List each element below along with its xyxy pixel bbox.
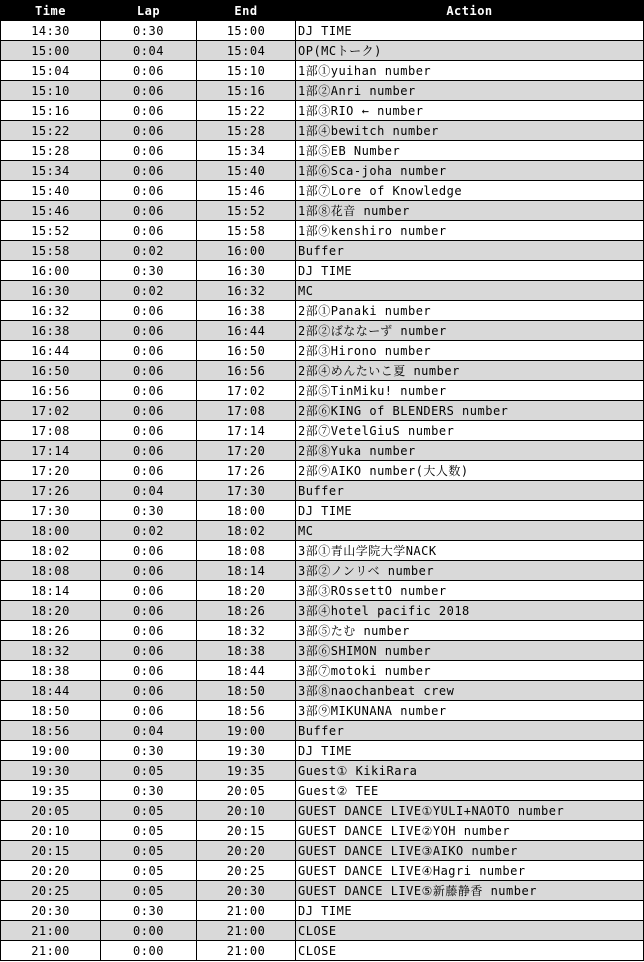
cell-lap: 0:06 [101,181,197,201]
cell-lap: 0:06 [101,341,197,361]
cell-action: 3部⑧naochanbeat crew [296,681,644,701]
table-row [1,561,644,581]
cell-lap: 0:06 [101,581,197,601]
cell-time: 18:00 [1,521,101,541]
table-row [1,641,644,661]
table-row [1,121,644,141]
cell-time: 15:04 [1,61,101,81]
cell-end: 17:20 [197,441,296,461]
cell-time: 18:50 [1,701,101,721]
cell-time: 17:20 [1,461,101,481]
cell-action: OP(MCトーク) [296,41,644,61]
cell-lap: 0:06 [101,81,197,101]
cell-time: 18:26 [1,621,101,641]
cell-time: 16:30 [1,281,101,301]
cell-lap: 0:06 [101,561,197,581]
table-row [1,441,644,461]
cell-action: CLOSE [296,921,644,941]
cell-action: 3部⑥SHIMON number [296,641,644,661]
cell-time: 18:32 [1,641,101,661]
table-row [1,821,644,841]
table-row [1,181,644,201]
cell-end: 18:32 [197,621,296,641]
cell-lap: 0:30 [101,901,197,921]
cell-time: 17:14 [1,441,101,461]
cell-action: 1部⑥Sca-joha number [296,161,644,181]
cell-end: 20:15 [197,821,296,841]
cell-action: Buffer [296,721,644,741]
cell-end: 18:02 [197,521,296,541]
cell-end: 20:10 [197,801,296,821]
cell-action: DJ TIME [296,741,644,761]
cell-end: 18:20 [197,581,296,601]
cell-end: 18:00 [197,501,296,521]
cell-lap: 0:06 [101,141,197,161]
cell-action: MC [296,521,644,541]
cell-end: 15:10 [197,61,296,81]
cell-action: 2部②ばななーず number [296,321,644,341]
cell-end: 17:02 [197,381,296,401]
table-row [1,421,644,441]
cell-end: 18:44 [197,661,296,681]
cell-time: 14:30 [1,21,101,41]
cell-action: GUEST DANCE LIVE⑤新藤静香 number [296,881,644,901]
table-row [1,601,644,621]
cell-action: Guest① KikiRara [296,761,644,781]
table-row [1,881,644,901]
cell-end: 18:50 [197,681,296,701]
cell-lap: 0:06 [101,701,197,721]
cell-lap: 0:06 [101,201,197,221]
cell-time: 19:00 [1,741,101,761]
cell-end: 17:30 [197,481,296,501]
cell-action: Buffer [296,481,644,501]
header-row [1,1,644,21]
cell-time: 16:00 [1,261,101,281]
table-row [1,41,644,61]
cell-time: 16:50 [1,361,101,381]
table-row [1,941,644,961]
cell-end: 17:08 [197,401,296,421]
cell-action: 2部①Panaki number [296,301,644,321]
cell-time: 19:30 [1,761,101,781]
cell-lap: 0:06 [101,61,197,81]
table-row [1,281,644,301]
schedule-body [1,21,644,961]
cell-time: 20:25 [1,881,101,901]
cell-time: 18:02 [1,541,101,561]
table-row [1,701,644,721]
cell-lap: 0:02 [101,521,197,541]
table-row [1,221,644,241]
table-row [1,781,644,801]
cell-lap: 0:06 [101,461,197,481]
cell-lap: 0:05 [101,881,197,901]
cell-action: 2部④めんたいこ夏 number [296,361,644,381]
cell-end: 16:00 [197,241,296,261]
cell-action: 2部⑦VetelGiuS number [296,421,644,441]
cell-time: 18:56 [1,721,101,741]
cell-lap: 0:05 [101,761,197,781]
cell-lap: 0:30 [101,781,197,801]
cell-time: 18:08 [1,561,101,581]
cell-time: 19:35 [1,781,101,801]
cell-action: 3部⑨MIKUNANA number [296,701,644,721]
cell-time: 17:02 [1,401,101,421]
cell-action: 3部①青山学院大学NACK [296,541,644,561]
cell-action: 1部③RIO ← number [296,101,644,121]
cell-end: 17:14 [197,421,296,441]
cell-action: DJ TIME [296,21,644,41]
cell-end: 18:56 [197,701,296,721]
cell-lap: 0:06 [101,161,197,181]
cell-action: 2部③Hirono number [296,341,644,361]
cell-time: 20:20 [1,861,101,881]
cell-end: 20:30 [197,881,296,901]
cell-time: 16:56 [1,381,101,401]
cell-end: 15:04 [197,41,296,61]
cell-action: 1部⑧花音 number [296,201,644,221]
cell-lap: 0:02 [101,241,197,261]
table-row [1,581,644,601]
cell-end: 15:28 [197,121,296,141]
table-row [1,481,644,501]
cell-action: GUEST DANCE LIVE③AIKO number [296,841,644,861]
cell-lap: 0:04 [101,41,197,61]
cell-lap: 0:30 [101,741,197,761]
column-header-action: Action [296,1,644,21]
cell-end: 15:58 [197,221,296,241]
cell-action: 3部②ノンリベ number [296,561,644,581]
table-row [1,541,644,561]
table-row [1,161,644,181]
cell-end: 18:14 [197,561,296,581]
cell-lap: 0:02 [101,281,197,301]
cell-action: 1部⑨kenshiro number [296,221,644,241]
table-row [1,461,644,481]
cell-end: 15:22 [197,101,296,121]
cell-action: 3部⑤たむ number [296,621,644,641]
cell-time: 21:00 [1,921,101,941]
cell-action: CLOSE [296,941,644,961]
cell-time: 15:28 [1,141,101,161]
table-row [1,521,644,541]
cell-action: 2部⑥KING of BLENDERS number [296,401,644,421]
table-row [1,21,644,41]
cell-action: DJ TIME [296,261,644,281]
cell-time: 16:32 [1,301,101,321]
cell-end: 16:44 [197,321,296,341]
cell-time: 15:00 [1,41,101,61]
cell-end: 20:25 [197,861,296,881]
cell-lap: 0:04 [101,721,197,741]
cell-lap: 0:30 [101,501,197,521]
cell-lap: 0:06 [101,441,197,461]
table-row [1,901,644,921]
column-header-lap: Lap [101,1,197,21]
cell-time: 17:26 [1,481,101,501]
cell-end: 16:38 [197,301,296,321]
cell-time: 20:10 [1,821,101,841]
cell-action: 1部①yuihan number [296,61,644,81]
cell-action: 1部④bewitch number [296,121,644,141]
cell-end: 17:26 [197,461,296,481]
cell-end: 15:46 [197,181,296,201]
cell-time: 18:20 [1,601,101,621]
table-row [1,321,644,341]
cell-action: Buffer [296,241,644,261]
cell-end: 21:00 [197,901,296,921]
cell-time: 18:14 [1,581,101,601]
cell-action: 3部④hotel pacific 2018 [296,601,644,621]
table-row [1,721,644,741]
cell-end: 18:08 [197,541,296,561]
cell-action: GUEST DANCE LIVE②YOH number [296,821,644,841]
cell-action: GUEST DANCE LIVE④Hagri number [296,861,644,881]
cell-lap: 0:06 [101,421,197,441]
cell-end: 20:05 [197,781,296,801]
table-row [1,341,644,361]
cell-time: 15:46 [1,201,101,221]
cell-action: 3部③ROssettO number [296,581,644,601]
cell-lap: 0:06 [101,401,197,421]
cell-end: 16:50 [197,341,296,361]
table-row [1,201,644,221]
cell-time: 18:38 [1,661,101,681]
table-row [1,261,644,281]
cell-lap: 0:05 [101,801,197,821]
cell-end: 19:30 [197,741,296,761]
cell-time: 18:44 [1,681,101,701]
cell-lap: 0:06 [101,641,197,661]
cell-end: 15:52 [197,201,296,221]
column-header-end: End [197,1,296,21]
cell-action: 1部⑤EB Number [296,141,644,161]
cell-end: 19:00 [197,721,296,741]
cell-lap: 0:06 [101,381,197,401]
cell-action: 1部⑦Lore of Knowledge [296,181,644,201]
cell-time: 15:16 [1,101,101,121]
cell-time: 15:52 [1,221,101,241]
cell-action: DJ TIME [296,501,644,521]
cell-end: 16:56 [197,361,296,381]
cell-lap: 0:05 [101,841,197,861]
table-row [1,861,644,881]
cell-time: 17:08 [1,421,101,441]
cell-end: 18:38 [197,641,296,661]
cell-lap: 0:05 [101,861,197,881]
cell-action: 2部⑧Yuka number [296,441,644,461]
cell-lap: 0:06 [101,101,197,121]
table-row [1,241,644,261]
cell-end: 19:35 [197,761,296,781]
cell-lap: 0:06 [101,301,197,321]
cell-action: 3部⑦motoki number [296,661,644,681]
cell-end: 16:32 [197,281,296,301]
table-row [1,921,644,941]
table-row [1,141,644,161]
table-row [1,661,644,681]
table-row [1,841,644,861]
cell-time: 17:30 [1,501,101,521]
cell-end: 15:16 [197,81,296,101]
cell-lap: 0:06 [101,221,197,241]
cell-time: 21:00 [1,941,101,961]
table-row [1,621,644,641]
cell-action: GUEST DANCE LIVE①YULI+NAOTO number [296,801,644,821]
cell-lap: 0:06 [101,661,197,681]
cell-lap: 0:06 [101,601,197,621]
table-row [1,801,644,821]
cell-end: 15:40 [197,161,296,181]
cell-time: 16:44 [1,341,101,361]
table-row [1,501,644,521]
cell-lap: 0:00 [101,921,197,941]
cell-lap: 0:06 [101,321,197,341]
cell-action: 1部②Anri number [296,81,644,101]
cell-end: 16:30 [197,261,296,281]
cell-end: 18:26 [197,601,296,621]
cell-end: 21:00 [197,941,296,961]
cell-lap: 0:06 [101,621,197,641]
cell-action: MC [296,281,644,301]
table-row [1,741,644,761]
table-row [1,681,644,701]
cell-end: 20:20 [197,841,296,861]
table-row [1,761,644,781]
cell-action: Guest② TEE [296,781,644,801]
cell-lap: 0:30 [101,21,197,41]
column-header-time: Time [1,1,101,21]
table-row [1,301,644,321]
cell-time: 20:05 [1,801,101,821]
table-row [1,101,644,121]
table-row [1,401,644,421]
cell-lap: 0:06 [101,121,197,141]
cell-time: 15:10 [1,81,101,101]
cell-time: 15:22 [1,121,101,141]
cell-time: 16:38 [1,321,101,341]
cell-time: 20:15 [1,841,101,861]
cell-time: 20:30 [1,901,101,921]
cell-end: 15:34 [197,141,296,161]
cell-action: 2部⑤TinMiku! number [296,381,644,401]
cell-lap: 0:05 [101,821,197,841]
cell-end: 15:00 [197,21,296,41]
cell-lap: 0:06 [101,541,197,561]
table-row [1,81,644,101]
cell-lap: 0:04 [101,481,197,501]
cell-time: 15:58 [1,241,101,261]
cell-end: 21:00 [197,921,296,941]
cell-time: 15:34 [1,161,101,181]
cell-lap: 0:06 [101,681,197,701]
cell-lap: 0:00 [101,941,197,961]
cell-lap: 0:06 [101,361,197,381]
cell-lap: 0:30 [101,261,197,281]
cell-action: DJ TIME [296,901,644,921]
table-row [1,361,644,381]
cell-time: 15:40 [1,181,101,201]
table-row [1,61,644,81]
table-row [1,381,644,401]
cell-action: 2部⑨AIKO number(大人数) [296,461,644,481]
